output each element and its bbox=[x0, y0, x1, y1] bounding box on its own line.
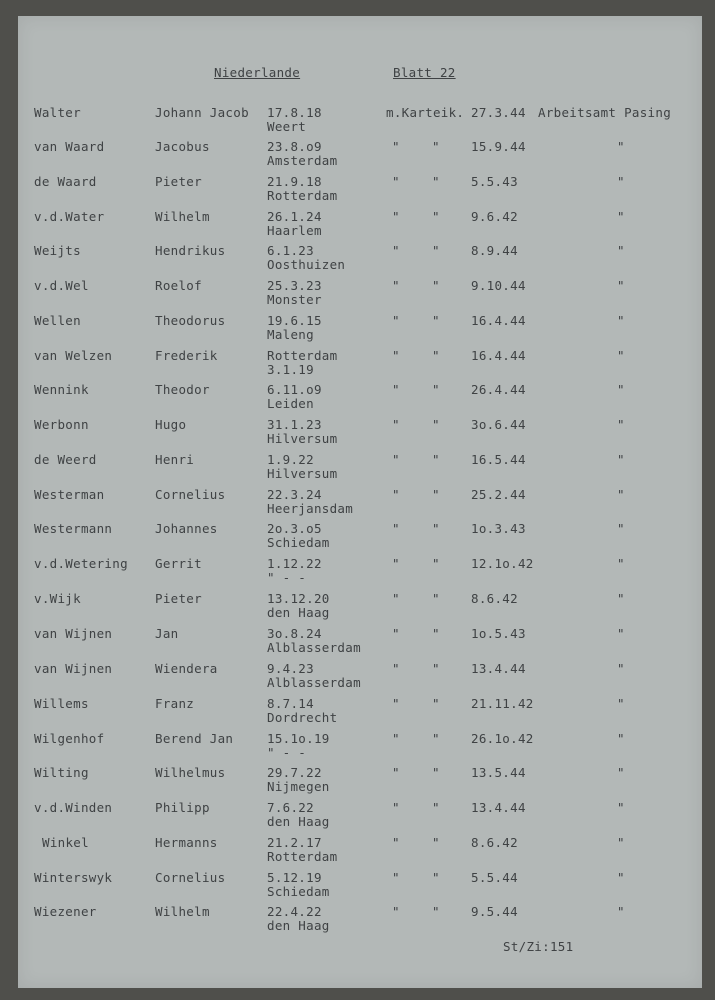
row-18-surname: Willems bbox=[34, 696, 89, 711]
row-22-given-name: Hermanns bbox=[155, 835, 218, 850]
row-8-birth-place: 3.1.19 bbox=[267, 362, 314, 377]
document-sheet bbox=[18, 16, 702, 988]
row-16-birth-place: Alblasserdam bbox=[267, 640, 361, 655]
row-4-ditto-office: " bbox=[617, 209, 625, 224]
row-13-registration-date: 1o.3.43 bbox=[471, 521, 526, 536]
row-19-ditto-office: " bbox=[617, 731, 625, 746]
row-3-birth-date: 21.9.18 bbox=[267, 174, 322, 189]
row-8-given-name: Frederik bbox=[155, 348, 218, 363]
row-13-birth-place: Schiedam bbox=[267, 535, 330, 550]
row-14-given-name: Gerrit bbox=[155, 556, 202, 571]
row-18-given-name: Franz bbox=[155, 696, 195, 711]
row-1-birth-date: 17.8.18 bbox=[267, 105, 322, 120]
row-7-given-name: Theodorus bbox=[155, 313, 226, 328]
header-sheet-number: Blatt 22 bbox=[393, 65, 456, 80]
row-10-given-name: Hugo bbox=[155, 417, 187, 432]
row-18-ditto-office: " bbox=[617, 696, 625, 711]
footer-stamp: St/Zi:151 bbox=[503, 939, 574, 954]
row-12-ditto-office: " bbox=[617, 487, 625, 502]
row-3-birth-place: Rotterdam bbox=[267, 188, 338, 203]
row-11-birth-place: Hilversum bbox=[267, 466, 338, 481]
row-17-given-name: Wiendera bbox=[155, 661, 218, 676]
row-22-registration-date: 8.6.42 bbox=[471, 835, 518, 850]
row-12-surname: Westerman bbox=[34, 487, 105, 502]
row-20-surname: Wilting bbox=[34, 765, 89, 780]
row-11-ditto-1: " bbox=[392, 452, 400, 467]
row-22-birth-place: Rotterdam bbox=[267, 849, 338, 864]
row-15-registration-date: 8.6.42 bbox=[471, 591, 518, 606]
row-7-ditto-2: " bbox=[432, 313, 440, 328]
row-2-surname: van Waard bbox=[34, 139, 105, 154]
row-12-ditto-2: " bbox=[432, 487, 440, 502]
row-6-surname: v.d.Wel bbox=[34, 278, 89, 293]
row-10-registration-date: 3o.6.44 bbox=[471, 417, 526, 432]
row-19-registration-date: 26.1o.42 bbox=[471, 731, 534, 746]
row-6-birth-date: 25.3.23 bbox=[267, 278, 322, 293]
row-20-ditto-1: " bbox=[392, 765, 400, 780]
row-9-ditto-office: " bbox=[617, 382, 625, 397]
row-14-ditto-2: " bbox=[432, 556, 440, 571]
row-9-surname: Wennink bbox=[34, 382, 89, 397]
row-24-ditto-2: " bbox=[432, 904, 440, 919]
row-7-ditto-1: " bbox=[392, 313, 400, 328]
row-19-given-name: Berend Jan bbox=[155, 731, 234, 746]
row-22-ditto-2: " bbox=[432, 835, 440, 850]
row-7-birth-date: 19.6.15 bbox=[267, 313, 322, 328]
row-13-birth-date: 2o.3.o5 bbox=[267, 521, 322, 536]
row-5-ditto-1: " bbox=[392, 243, 400, 258]
row-2-birth-date: 23.8.o9 bbox=[267, 139, 322, 154]
row-21-surname: v.d.Winden bbox=[34, 800, 113, 815]
row-15-given-name: Pieter bbox=[155, 591, 202, 606]
row-2-ditto-office: " bbox=[617, 139, 625, 154]
header-country: Niederlande bbox=[214, 65, 301, 80]
row-18-birth-date: 8.7.14 bbox=[267, 696, 314, 711]
row-7-registration-date: 16.4.44 bbox=[471, 313, 526, 328]
row-2-birth-place: Amsterdam bbox=[267, 153, 338, 168]
row-9-ditto-2: " bbox=[432, 382, 440, 397]
row-16-registration-date: 1o.5.43 bbox=[471, 626, 526, 641]
row-13-ditto-2: " bbox=[432, 521, 440, 536]
row-5-birth-place: Oosthuizen bbox=[267, 257, 346, 272]
row-10-ditto-1: " bbox=[392, 417, 400, 432]
row-20-given-name: Wilhelmus bbox=[155, 765, 226, 780]
row-6-birth-place: Monster bbox=[267, 292, 322, 307]
row-2-registration-date: 15.9.44 bbox=[471, 139, 526, 154]
row-16-given-name: Jan bbox=[155, 626, 179, 641]
row-8-registration-date: 16.4.44 bbox=[471, 348, 526, 363]
row-23-registration-date: 5.5.44 bbox=[471, 870, 518, 885]
row-12-birth-date: 22.3.24 bbox=[267, 487, 322, 502]
row-1-registration-date: 27.3.44 bbox=[471, 105, 526, 120]
row-4-surname: v.d.Water bbox=[34, 209, 105, 224]
row-21-given-name: Philipp bbox=[155, 800, 210, 815]
row-3-given-name: Pieter bbox=[155, 174, 202, 189]
row-9-ditto-1: " bbox=[392, 382, 400, 397]
row-11-surname: de Weerd bbox=[34, 452, 97, 467]
row-16-ditto-2: " bbox=[432, 626, 440, 641]
row-4-birth-date: 26.1.24 bbox=[267, 209, 322, 224]
row-20-birth-place: Nijmegen bbox=[267, 779, 330, 794]
row-23-surname: Winterswyk bbox=[34, 870, 113, 885]
row-16-ditto-1: " bbox=[392, 626, 400, 641]
row-14-birth-place: " - - bbox=[267, 570, 307, 585]
row-16-ditto-office: " bbox=[617, 626, 625, 641]
row-9-birth-date: 6.11.o9 bbox=[267, 382, 322, 397]
row-16-birth-date: 3o.8.24 bbox=[267, 626, 322, 641]
row-12-registration-date: 25.2.44 bbox=[471, 487, 526, 502]
row-22-surname: Winkel bbox=[42, 835, 89, 850]
row-12-birth-place: Heerjansdam bbox=[267, 501, 354, 516]
row-20-ditto-office: " bbox=[617, 765, 625, 780]
row-21-registration-date: 13.4.44 bbox=[471, 800, 526, 815]
row-21-ditto-office: " bbox=[617, 800, 625, 815]
row-1-card-index: m.Karteik. bbox=[386, 105, 465, 120]
row-19-ditto-2: " bbox=[432, 731, 440, 746]
row-1-birth-place: Weert bbox=[267, 119, 307, 134]
row-21-birth-date: 7.6.22 bbox=[267, 800, 314, 815]
row-8-surname: van Welzen bbox=[34, 348, 113, 363]
row-21-ditto-2: " bbox=[432, 800, 440, 815]
row-3-registration-date: 5.5.43 bbox=[471, 174, 518, 189]
row-23-birth-date: 5.12.19 bbox=[267, 870, 322, 885]
row-6-given-name: Roelof bbox=[155, 278, 202, 293]
row-22-birth-date: 21.2.17 bbox=[267, 835, 322, 850]
row-14-registration-date: 12.1o.42 bbox=[471, 556, 534, 571]
row-20-birth-date: 29.7.22 bbox=[267, 765, 322, 780]
row-5-birth-date: 6.1.23 bbox=[267, 243, 314, 258]
row-5-registration-date: 8.9.44 bbox=[471, 243, 518, 258]
row-8-ditto-office: " bbox=[617, 348, 625, 363]
row-15-birth-place: den Haag bbox=[267, 605, 330, 620]
row-9-birth-place: Leiden bbox=[267, 396, 314, 411]
row-13-ditto-1: " bbox=[392, 521, 400, 536]
row-23-birth-place: Schiedam bbox=[267, 884, 330, 899]
row-3-ditto-1: " bbox=[392, 174, 400, 189]
row-4-ditto-1: " bbox=[392, 209, 400, 224]
row-24-ditto-office: " bbox=[617, 904, 625, 919]
row-23-ditto-office: " bbox=[617, 870, 625, 885]
row-15-ditto-office: " bbox=[617, 591, 625, 606]
row-6-ditto-1: " bbox=[392, 278, 400, 293]
row-11-given-name: Henri bbox=[155, 452, 195, 467]
row-3-ditto-2: " bbox=[432, 174, 440, 189]
row-14-surname: v.d.Wetering bbox=[34, 556, 128, 571]
row-19-birth-place: " - - bbox=[267, 745, 307, 760]
row-11-birth-date: 1.9.22 bbox=[267, 452, 314, 467]
row-4-ditto-2: " bbox=[432, 209, 440, 224]
row-2-given-name: Jacobus bbox=[155, 139, 210, 154]
row-10-birth-date: 31.1.23 bbox=[267, 417, 322, 432]
row-1-surname: Walter bbox=[34, 105, 81, 120]
row-6-ditto-2: " bbox=[432, 278, 440, 293]
row-4-registration-date: 9.6.42 bbox=[471, 209, 518, 224]
row-18-ditto-2: " bbox=[432, 696, 440, 711]
row-15-ditto-1: " bbox=[392, 591, 400, 606]
row-18-birth-place: Dordrecht bbox=[267, 710, 338, 725]
row-15-birth-date: 13.12.20 bbox=[267, 591, 330, 606]
row-1-given-name: Johann Jacob bbox=[155, 105, 249, 120]
row-3-surname: de Waard bbox=[34, 174, 97, 189]
row-7-birth-place: Maleng bbox=[267, 327, 314, 342]
row-10-birth-place: Hilversum bbox=[267, 431, 338, 446]
row-18-ditto-1: " bbox=[392, 696, 400, 711]
row-3-ditto-office: " bbox=[617, 174, 625, 189]
row-7-surname: Wellen bbox=[34, 313, 81, 328]
row-4-birth-place: Haarlem bbox=[267, 223, 322, 238]
row-14-ditto-1: " bbox=[392, 556, 400, 571]
row-5-ditto-2: " bbox=[432, 243, 440, 258]
row-11-ditto-office: " bbox=[617, 452, 625, 467]
row-19-ditto-1: " bbox=[392, 731, 400, 746]
row-9-given-name: Theodor bbox=[155, 382, 210, 397]
row-7-ditto-office: " bbox=[617, 313, 625, 328]
row-8-ditto-1: " bbox=[392, 348, 400, 363]
row-19-birth-date: 15.1o.19 bbox=[267, 731, 330, 746]
row-9-registration-date: 26.4.44 bbox=[471, 382, 526, 397]
row-5-ditto-office: " bbox=[617, 243, 625, 258]
row-24-birth-place: den Haag bbox=[267, 918, 330, 933]
row-19-surname: Wilgenhof bbox=[34, 731, 105, 746]
row-11-ditto-2: " bbox=[432, 452, 440, 467]
row-23-ditto-2: " bbox=[432, 870, 440, 885]
row-17-ditto-office: " bbox=[617, 661, 625, 676]
row-13-given-name: Johannes bbox=[155, 521, 218, 536]
row-17-ditto-1: " bbox=[392, 661, 400, 676]
row-12-given-name: Cornelius bbox=[155, 487, 226, 502]
row-18-registration-date: 21.11.42 bbox=[471, 696, 534, 711]
row-8-birth-date: Rotterdam bbox=[267, 348, 338, 363]
row-20-ditto-2: " bbox=[432, 765, 440, 780]
row-21-birth-place: den Haag bbox=[267, 814, 330, 829]
row-23-ditto-1: " bbox=[392, 870, 400, 885]
row-15-surname: v.Wijk bbox=[34, 591, 81, 606]
row-17-ditto-2: " bbox=[432, 661, 440, 676]
row-4-given-name: Wilhelm bbox=[155, 209, 210, 224]
row-17-birth-place: Alblasserdam bbox=[267, 675, 361, 690]
row-17-surname: van Wijnen bbox=[34, 661, 113, 676]
row-17-registration-date: 13.4.44 bbox=[471, 661, 526, 676]
row-13-surname: Westermann bbox=[34, 521, 113, 536]
row-15-ditto-2: " bbox=[432, 591, 440, 606]
row-24-registration-date: 9.5.44 bbox=[471, 904, 518, 919]
row-24-birth-date: 22.4.22 bbox=[267, 904, 322, 919]
row-2-ditto-1: " bbox=[392, 139, 400, 154]
row-23-given-name: Cornelius bbox=[155, 870, 226, 885]
row-22-ditto-1: " bbox=[392, 835, 400, 850]
row-13-ditto-office: " bbox=[617, 521, 625, 536]
row-10-surname: Werbonn bbox=[34, 417, 89, 432]
row-10-ditto-2: " bbox=[432, 417, 440, 432]
row-17-birth-date: 9.4.23 bbox=[267, 661, 314, 676]
row-5-given-name: Hendrikus bbox=[155, 243, 226, 258]
row-11-registration-date: 16.5.44 bbox=[471, 452, 526, 467]
row-5-surname: Weijts bbox=[34, 243, 81, 258]
row-21-ditto-1: " bbox=[392, 800, 400, 815]
row-6-registration-date: 9.10.44 bbox=[471, 278, 526, 293]
row-24-ditto-1: " bbox=[392, 904, 400, 919]
row-14-birth-date: 1.12.22 bbox=[267, 556, 322, 571]
row-8-ditto-2: " bbox=[432, 348, 440, 363]
row-12-ditto-1: " bbox=[392, 487, 400, 502]
row-10-ditto-office: " bbox=[617, 417, 625, 432]
row-1-labour-office: Arbeitsamt Pasing bbox=[538, 105, 672, 120]
row-22-ditto-office: " bbox=[617, 835, 625, 850]
row-2-ditto-2: " bbox=[432, 139, 440, 154]
row-20-registration-date: 13.5.44 bbox=[471, 765, 526, 780]
row-6-ditto-office: " bbox=[617, 278, 625, 293]
row-14-ditto-office: " bbox=[617, 556, 625, 571]
row-16-surname: van Wijnen bbox=[34, 626, 113, 641]
row-24-surname: Wiezener bbox=[34, 904, 97, 919]
row-24-given-name: Wilhelm bbox=[155, 904, 210, 919]
